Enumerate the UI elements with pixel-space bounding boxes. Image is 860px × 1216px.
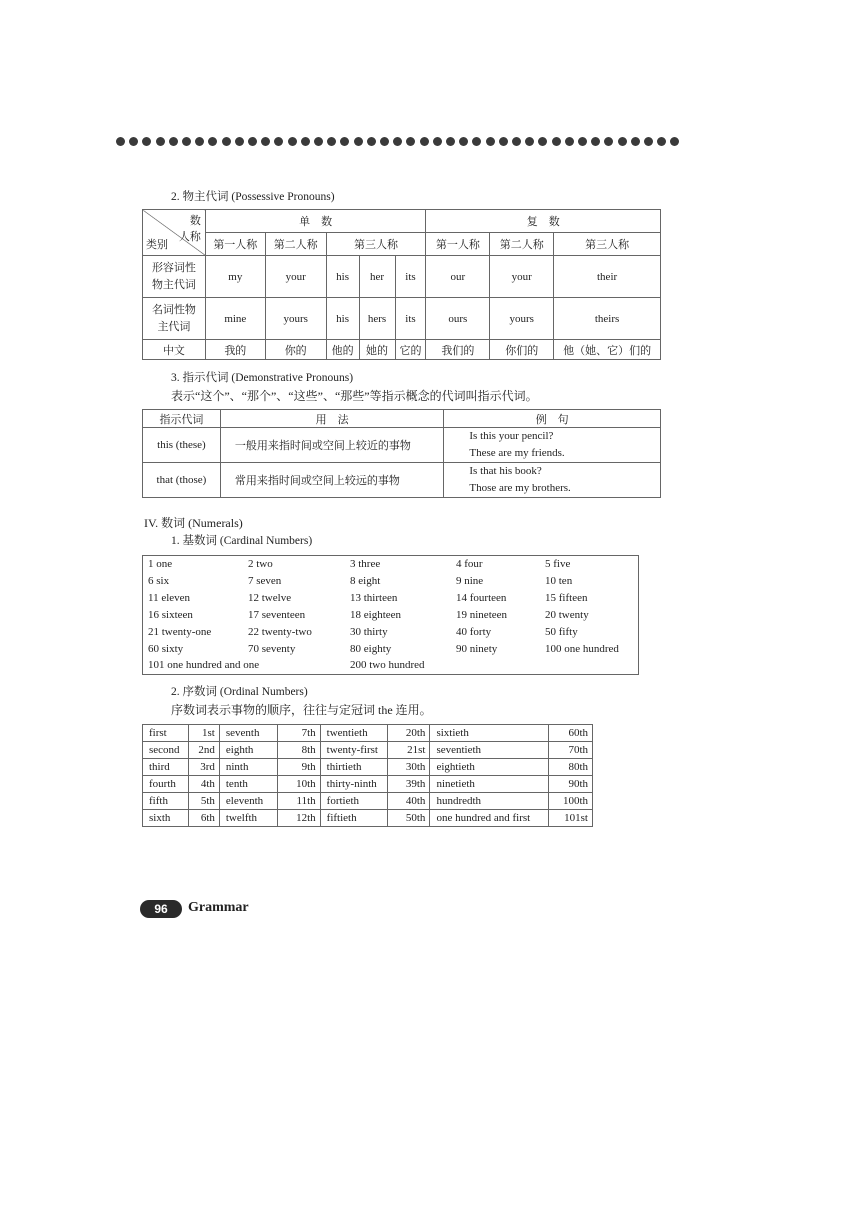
header-singular: 单 数	[205, 210, 426, 233]
divider-dot	[288, 137, 297, 146]
header-cell: 例 句	[444, 410, 661, 428]
table-cell: its	[395, 298, 426, 340]
demonstrative-table	[142, 409, 661, 498]
table-cell: that (those)	[143, 463, 221, 498]
table-cell: mine	[205, 298, 265, 340]
divider-dot	[340, 137, 349, 146]
divider-dot	[129, 137, 138, 146]
cardinal-entry: 200 two hundred	[350, 659, 425, 672]
cardinal-entry: 8 eight	[350, 574, 381, 587]
cardinal-entry: 17 seventeen	[248, 608, 306, 621]
cardinal-entry: 19 nineteen	[456, 608, 508, 621]
cardinal-entry: 18 eighteen	[350, 608, 402, 621]
table-cell: your	[265, 256, 326, 298]
table-cell: yours	[265, 298, 326, 340]
ordinal-abbrev: 6th	[188, 810, 219, 827]
divider-dot	[314, 137, 323, 146]
ordinal-abbrev: 70th	[549, 742, 593, 759]
example-line: These are my friends.	[469, 447, 565, 459]
table-row	[143, 793, 593, 810]
cardinal-entry: 20 twenty	[545, 608, 589, 621]
cardinal-entry: 1 one	[148, 558, 173, 570]
ordinal-abbrev: 3rd	[188, 759, 219, 776]
row-label: 名词性物主代词	[143, 298, 206, 340]
divider-dot	[274, 137, 283, 146]
row-label: 形容词性物主代词	[143, 256, 206, 298]
section-title-numerals: IV. 数词 (Numerals)	[144, 516, 243, 530]
cardinal-entry: 10 ten	[545, 574, 573, 587]
ordinal-word: fifth	[143, 793, 189, 810]
ordinal-word: thirtieth	[320, 759, 387, 776]
example-line: Is that his book?	[469, 465, 542, 477]
ordinal-abbrev: 90th	[549, 776, 593, 793]
cardinal-entry: 22 twenty-two	[248, 625, 312, 638]
ordinal-word: fourth	[143, 776, 189, 793]
ordinal-word: thirty-ninth	[320, 776, 387, 793]
ordinal-word: fortieth	[320, 793, 387, 810]
cardinal-entry: 13 thirteen	[350, 591, 398, 604]
divider-dot	[235, 137, 244, 146]
cardinal-entry: 4 four	[456, 558, 483, 570]
divider-dot	[393, 137, 402, 146]
divider-dot	[420, 137, 429, 146]
table-cell: 你们的	[490, 340, 554, 360]
ordinal-word: third	[143, 759, 189, 776]
divider-dot	[261, 137, 270, 146]
divider-dot	[433, 137, 442, 146]
header-person: 第二人称	[265, 233, 326, 256]
table-cell: your	[490, 256, 554, 298]
ordinal-word: twentieth	[320, 725, 387, 742]
table-cell: 我的	[205, 340, 265, 360]
table-cell: 一般用来指时间或空间上较近的事物	[220, 428, 444, 463]
header-cell: 用 法	[220, 410, 444, 428]
cardinal-entry: 12 twelve	[248, 591, 292, 604]
cardinal-entry: 60 sixty	[148, 642, 184, 655]
divider-dot	[195, 137, 204, 146]
ordinal-abbrev: 101st	[549, 810, 593, 827]
table-cell: his	[326, 256, 359, 298]
table-row	[143, 428, 661, 463]
header-cell: 指示代词	[143, 410, 221, 428]
table-row	[143, 742, 593, 759]
divider-dot	[657, 137, 666, 146]
ordinal-word: eightieth	[430, 759, 549, 776]
cardinal-entry: 11 eleven	[148, 591, 191, 604]
ordinal-word: one hundred and first	[430, 810, 549, 827]
header-person: 第一人称	[426, 233, 490, 256]
table-cell: 我们的	[426, 340, 490, 360]
divider-dot	[182, 137, 191, 146]
table-row	[143, 725, 593, 742]
divider-dot	[156, 137, 165, 146]
table-cell: 它的	[395, 340, 426, 360]
table-row	[143, 256, 661, 298]
divider-dot	[380, 137, 389, 146]
divider-dot	[116, 137, 125, 146]
cardinal-entry: 16 sixteen	[148, 608, 193, 621]
table-cell: this (these)	[143, 428, 221, 463]
table-row	[143, 776, 593, 793]
divider-dot	[552, 137, 561, 146]
footer-title: Grammar	[188, 900, 249, 915]
ordinal-abbrev: 2nd	[188, 742, 219, 759]
cardinal-entry: 6 six	[148, 574, 170, 587]
cardinal-entry: 90 ninety	[456, 642, 498, 655]
cardinal-entry: 2 two	[248, 558, 273, 570]
table-row	[143, 759, 593, 776]
divider-dot	[631, 137, 640, 146]
section-intro: 表示“这个”、“那个”、“这些”、“那些”等指示概念的代词叫指示代词。	[171, 389, 538, 403]
ordinal-word: second	[143, 742, 189, 759]
header-person: 第二人称	[490, 233, 554, 256]
ordinal-abbrev: 7th	[277, 725, 320, 742]
example-cell	[444, 428, 661, 463]
ordinal-abbrev: 12th	[277, 810, 320, 827]
table-cell: my	[205, 256, 265, 298]
ordinal-abbrev: 50th	[387, 810, 430, 827]
cardinal-number-box	[142, 555, 639, 675]
ordinal-word: sixth	[143, 810, 189, 827]
cardinal-entry: 14 fourteen	[456, 591, 507, 604]
table-corner: 数 人称 类别	[143, 210, 206, 256]
divider-dot	[354, 137, 363, 146]
cardinal-entry: 7 seven	[248, 574, 282, 587]
cardinal-entry: 9 nine	[456, 574, 484, 587]
header-person: 第三人称	[326, 233, 426, 256]
table-cell: ours	[426, 298, 490, 340]
divider-dot	[670, 137, 679, 146]
ordinal-word: ninetieth	[430, 776, 549, 793]
divider-dot	[327, 137, 336, 146]
table-cell: their	[554, 256, 661, 298]
ordinal-abbrev: 4th	[188, 776, 219, 793]
cardinal-entry: 50 fifty	[545, 625, 578, 638]
row-label: 中文	[143, 340, 206, 360]
ordinal-word: eighth	[219, 742, 277, 759]
cardinal-entry: 15 fifteen	[545, 591, 588, 604]
divider-dot	[591, 137, 600, 146]
example-cell	[444, 463, 661, 498]
header-person: 第三人称	[554, 233, 661, 256]
example-line: Those are my brothers.	[469, 482, 571, 494]
cardinal-entry: 70 seventy	[248, 642, 296, 655]
table-cell: 他（她、它）们的	[554, 340, 661, 360]
section-title-possessive: 2. 物主代词 (Possessive Pronouns)	[171, 191, 335, 203]
ordinal-abbrev: 40th	[387, 793, 430, 810]
section-title-demonstrative: 3. 指示代词 (Demonstrative Pronouns)	[171, 372, 354, 384]
ordinal-word: fiftieth	[320, 810, 387, 827]
table-cell: 她的	[359, 340, 395, 360]
cardinal-entry: 101 one hundred and one	[148, 659, 260, 672]
divider-dot	[578, 137, 587, 146]
divider-dot	[644, 137, 653, 146]
table-cell: yours	[490, 298, 554, 340]
table-row	[143, 340, 661, 360]
table-row	[143, 298, 661, 340]
section-title-cardinal: 1. 基数词 (Cardinal Numbers)	[171, 535, 313, 547]
divider-dot	[565, 137, 574, 146]
ordinal-abbrev: 9th	[277, 759, 320, 776]
divider-dot	[472, 137, 481, 146]
divider-dot	[604, 137, 613, 146]
ordinal-abbrev: 30th	[387, 759, 430, 776]
divider-dot	[525, 137, 534, 146]
ordinal-word: seventieth	[430, 742, 549, 759]
ordinal-word: first	[143, 725, 189, 742]
ordinal-word: sixtieth	[430, 725, 549, 742]
ordinal-table	[142, 724, 593, 827]
divider-dot	[446, 137, 455, 146]
ordinal-abbrev: 60th	[549, 725, 593, 742]
ordinal-word: twelfth	[219, 810, 277, 827]
table-cell: hers	[359, 298, 395, 340]
cardinal-entry: 40 forty	[456, 625, 492, 638]
divider-dot	[486, 137, 495, 146]
ordinal-word: twenty-first	[320, 742, 387, 759]
ordinal-abbrev: 10th	[277, 776, 320, 793]
cardinal-entry: 5 five	[545, 558, 571, 570]
cardinal-entry: 80 eighty	[350, 642, 392, 655]
ordinal-abbrev: 21st	[387, 742, 430, 759]
divider-dot	[169, 137, 178, 146]
ordinal-abbrev: 8th	[277, 742, 320, 759]
cardinal-entry: 21 twenty-one	[148, 625, 212, 638]
table-cell: its	[395, 256, 426, 298]
section-title-ordinal: 2. 序数词 (Ordinal Numbers)	[171, 686, 308, 698]
divider-dot	[618, 137, 627, 146]
table-cell: 他的	[326, 340, 359, 360]
ordinal-word: tenth	[219, 776, 277, 793]
ordinal-abbrev: 20th	[387, 725, 430, 742]
header-person: 第一人称	[205, 233, 265, 256]
ordinal-abbrev: 5th	[188, 793, 219, 810]
header-plural: 复 数	[426, 210, 661, 233]
table-row	[143, 810, 593, 827]
divider-dot	[301, 137, 310, 146]
table-cell: theirs	[554, 298, 661, 340]
ordinal-word: ninth	[219, 759, 277, 776]
divider-dot	[367, 137, 376, 146]
table-cell: 你的	[265, 340, 326, 360]
table-cell: her	[359, 256, 395, 298]
cardinal-entry: 30 thirty	[350, 625, 388, 638]
table-cell: his	[326, 298, 359, 340]
divider-dot	[248, 137, 257, 146]
ordinal-word: eleventh	[219, 793, 277, 810]
cardinal-entry: 100 one hundred	[545, 642, 619, 655]
ordinal-abbrev: 11th	[277, 793, 320, 810]
divider-dot	[538, 137, 547, 146]
ordinal-abbrev: 39th	[387, 776, 430, 793]
divider-dot	[499, 137, 508, 146]
ordinal-abbrev: 1st	[188, 725, 219, 742]
ordinal-intro: 序数词表示事物的顺序，往往与定冠词 the 连用。	[171, 703, 432, 717]
divider-dot	[459, 137, 468, 146]
table-cell: 常用来指时间或空间上较远的事物	[220, 463, 444, 498]
possessive-table	[142, 209, 661, 360]
page-number-badge: 96	[140, 900, 182, 918]
ordinal-word: seventh	[219, 725, 277, 742]
divider-dot	[222, 137, 231, 146]
dotted-divider	[116, 137, 688, 151]
divider-dot	[512, 137, 521, 146]
divider-dot	[406, 137, 415, 146]
ordinal-abbrev: 100th	[549, 793, 593, 810]
cardinal-entry: 3 three	[350, 558, 381, 570]
divider-dot	[208, 137, 217, 146]
ordinal-word: hundredth	[430, 793, 549, 810]
example-line: Is this your pencil?	[469, 430, 554, 442]
table-cell: our	[426, 256, 490, 298]
table-row	[143, 463, 661, 498]
ordinal-abbrev: 80th	[549, 759, 593, 776]
divider-dot	[142, 137, 151, 146]
